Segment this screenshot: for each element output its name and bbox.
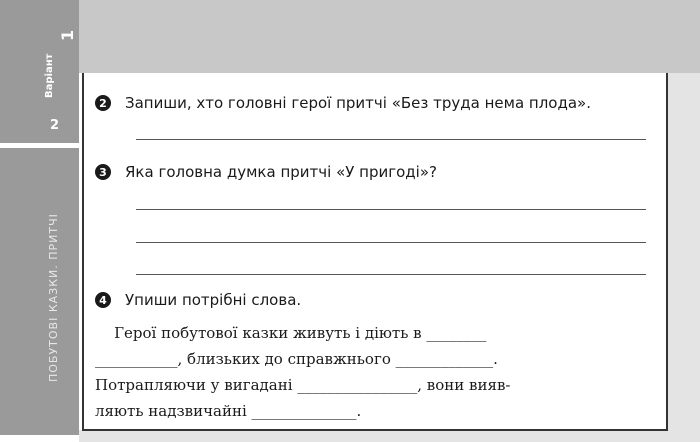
page-number: 2: [50, 118, 60, 133]
fill-in-text: [95, 320, 647, 424]
task-4: [95, 291, 301, 309]
fill-line[interactable]: ___________, близьких до справжнього _____________.: [95, 350, 498, 368]
fill-line[interactable]: ляють надзвичайні ______________.: [95, 402, 362, 420]
sidebar-variant-block: [0, 0, 79, 143]
task-question: Упиши потрібні слова.: [125, 291, 302, 309]
fill-line[interactable]: Герої побутової казки живуть і діють в ________: [95, 324, 487, 342]
sidebar-section-block: [0, 148, 79, 435]
page-margin-bottom: [79, 430, 668, 442]
page-margin-right: [668, 73, 700, 442]
task-number-badge: 3: [95, 164, 111, 180]
task-question: Запиши, хто головні герої притчі «Без труда нема плода».: [125, 94, 591, 112]
answer-line[interactable]: [136, 242, 646, 243]
task-question: Яка головна думка притчі «У пригоді»?: [125, 163, 437, 181]
variant-number: 1: [58, 29, 77, 41]
answer-line[interactable]: [136, 274, 646, 275]
header-band: [79, 0, 700, 73]
fill-line[interactable]: Потрапляючи у вигадані ________________, вони вияв-: [95, 376, 511, 394]
task-2: [95, 94, 591, 112]
task-number-badge: 4: [95, 292, 111, 308]
task-3: [95, 163, 437, 181]
variant-label: Варіант: [44, 53, 55, 98]
task-number-badge: 2: [95, 95, 111, 111]
section-label: ПОБУТОВІ КАЗКИ. ПРИТЧІ: [47, 213, 60, 382]
answer-line[interactable]: [136, 139, 646, 140]
answer-line[interactable]: [136, 209, 646, 210]
